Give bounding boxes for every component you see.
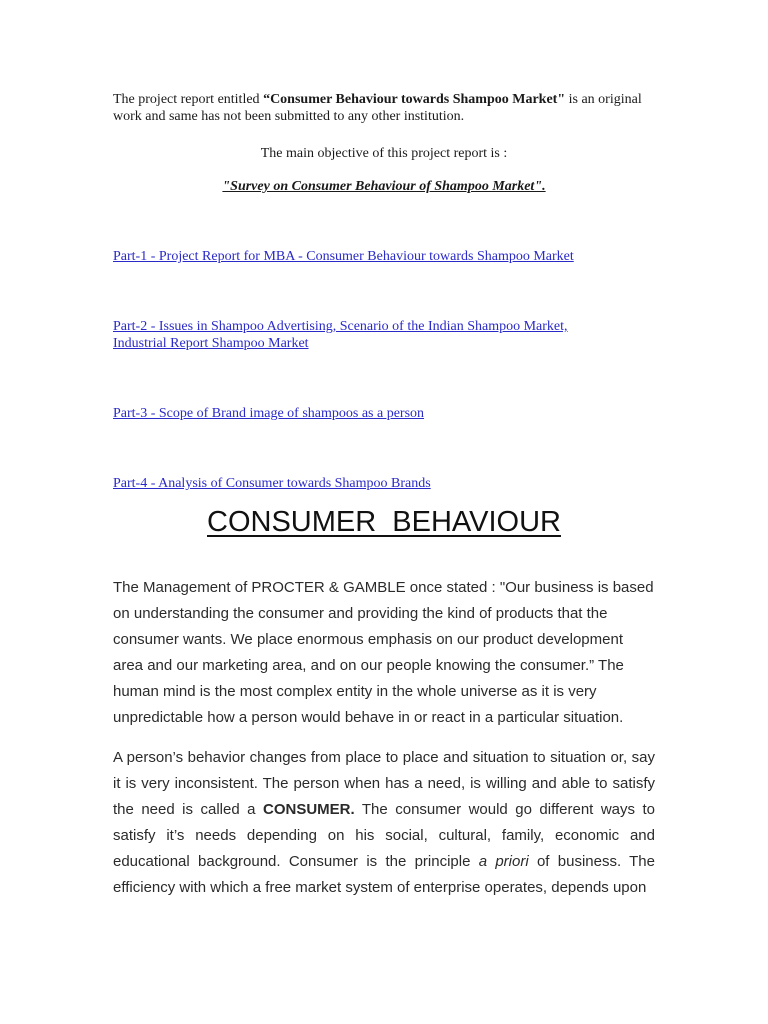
section-heading-text: CONSUMER BEHAVIOUR — [207, 506, 561, 538]
paragraph-1: The Management of PROCTER & GAMBLE once stated : "Our business is based on understanding the consumer and providing the kind of products that the consumer wants. We place enormous emphasis on our product development area and our marketing area, and on our people knowing the consumer.” The human mind is the most complex entity in the whole universe as it is very unpredictable how a person would behave in or react in a particular situation. — [113, 579, 654, 726]
report-title: “Consumer Behaviour towards Shampoo Market" — [263, 92, 566, 107]
link-part-2-text-line1[interactable]: Part-2 - Issues in Shampoo Advertising, Scenario of the Indian Shampoo Market, — [113, 319, 568, 334]
paragraph-2-part2: The consumer would go different ways to satisfy it’s needs depending on his social, cultural, family, economic and educational background. Consumer is the principle — [113, 801, 655, 870]
paragraph-2-bold: CONSUMER. — [263, 801, 355, 818]
link-part-2-text-line2[interactable]: Industrial Report Shampoo Market — [113, 336, 309, 351]
paragraph-2-part3: of business. The efficiency with which a free market system of enterprise operates, depends upon — [113, 853, 655, 896]
objective-quote: "Survey on Consumer Behaviour of Shampoo Market". — [222, 179, 546, 194]
paragraph-2 — [113, 745, 655, 901]
link-part-1-text[interactable]: Part-1 - Project Report for MBA - Consumer Behaviour towards Shampoo Market — [113, 249, 574, 264]
section-heading — [113, 506, 655, 539]
link-part-3-text[interactable]: Part-3 - Scope of Brand image of shampoos as a person — [113, 406, 425, 421]
objective-lead: The main objective of this project report is : — [260, 146, 508, 161]
link-part-4[interactable] — [113, 475, 673, 492]
link-part-2[interactable] — [113, 318, 673, 352]
intro-suffix: is an original work and same has not been submitted to any other institution. — [113, 92, 642, 124]
intro-prefix: The project report entitled — [113, 92, 264, 107]
paragraph-2-part1: A person’s behavior changes from place to place and situation to situation or, say it is very inconsistent. The person when has a need, is willing and able to satisfy the need is called a — [113, 749, 655, 818]
link-part-4-text[interactable]: Part-4 - Analysis of Consumer towards Shampoo Brands — [113, 476, 431, 491]
intro-paragraph — [113, 91, 643, 125]
link-part-3[interactable] — [113, 405, 673, 422]
link-part-1[interactable] — [113, 248, 673, 265]
paragraph-2-italic: a priori — [478, 853, 529, 870]
